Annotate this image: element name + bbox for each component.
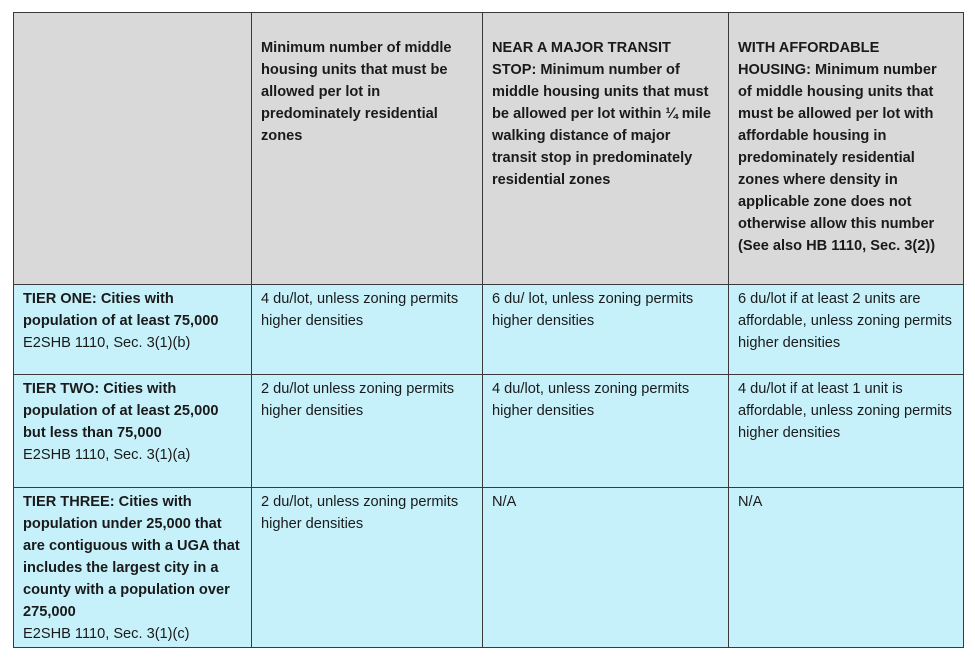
header-transit-stop: NEAR A MAJOR TRANSIT STOP: Minimum number of middle housing units that must be allowed per lot within ¼ mile walking distance of major transit stop in predominately residential zones <box>483 13 729 285</box>
header-corner-cell <box>14 13 252 285</box>
transit-density-text: 4 du/lot, unless zoning permits higher densities <box>492 381 690 420</box>
tier-title: TIER ONE: Cities with population of at least 75,000 <box>23 291 219 329</box>
table-row-tier-one <box>14 285 964 375</box>
base-density-text: 4 du/lot, unless zoning permits higher densities <box>261 291 459 329</box>
base-density-cell <box>252 487 483 647</box>
affordable-density-cell <box>729 285 964 375</box>
base-density-cell <box>252 285 483 375</box>
affordable-density-text: 6 du/lot if at least 2 units are affordable, unless zoning permits higher densities <box>738 291 952 351</box>
transit-density-cell <box>483 375 729 487</box>
tier-cell <box>14 285 252 375</box>
housing-density-table-container <box>13 12 963 648</box>
base-density-text: 2 du/lot unless zoning permits higher densities <box>261 381 455 420</box>
table-row-tier-three <box>14 487 964 647</box>
middle-housing-table <box>13 12 964 648</box>
transit-density-cell <box>483 285 729 375</box>
transit-density-cell <box>483 487 729 647</box>
transit-density-text: N/A <box>492 493 517 510</box>
base-density-text: 2 du/lot, unless zoning permits higher densities <box>261 493 459 532</box>
tier-cell <box>14 375 252 487</box>
tier-citation: E2SHB 1110, Sec. 3(1)(c) <box>23 625 190 642</box>
affordable-density-cell <box>729 487 964 647</box>
base-density-cell <box>252 375 483 487</box>
affordable-density-text: N/A <box>738 493 763 510</box>
tier-title: TIER THREE: Cities with population under 25,000 that are contiguous with a UGA that includes the largest city in a county with a population over 275,000 <box>23 493 240 620</box>
tier-title: TIER TWO: Cities with population of at least 25,000 but less than 75,000 <box>23 381 219 442</box>
table-row-tier-two <box>14 375 964 487</box>
transit-density-text: 6 du/ lot, unless zoning permits higher densities <box>492 291 694 329</box>
header-affordable-housing: WITH AFFORDABLE HOUSING: Minimum number of middle housing units that must be allowed per lot with affordable housing in predominately residential zones where density in applicable zone does not otherwise allow this number (See also HB 1110, Sec. 3(2)) <box>729 13 964 285</box>
affordable-density-cell <box>729 375 964 487</box>
tier-citation: E2SHB 1110, Sec. 3(1)(a) <box>23 447 191 464</box>
tier-cell <box>14 487 252 647</box>
tier-citation: E2SHB 1110, Sec. 3(1)(b) <box>23 335 191 351</box>
header-row <box>14 13 964 285</box>
affordable-density-text: 4 du/lot if at least 1 unit is affordable, unless zoning permits higher densities <box>738 381 952 442</box>
header-base-minimum: Minimum number of middle housing units that must be allowed per lot in predominately residential zones <box>252 13 483 285</box>
